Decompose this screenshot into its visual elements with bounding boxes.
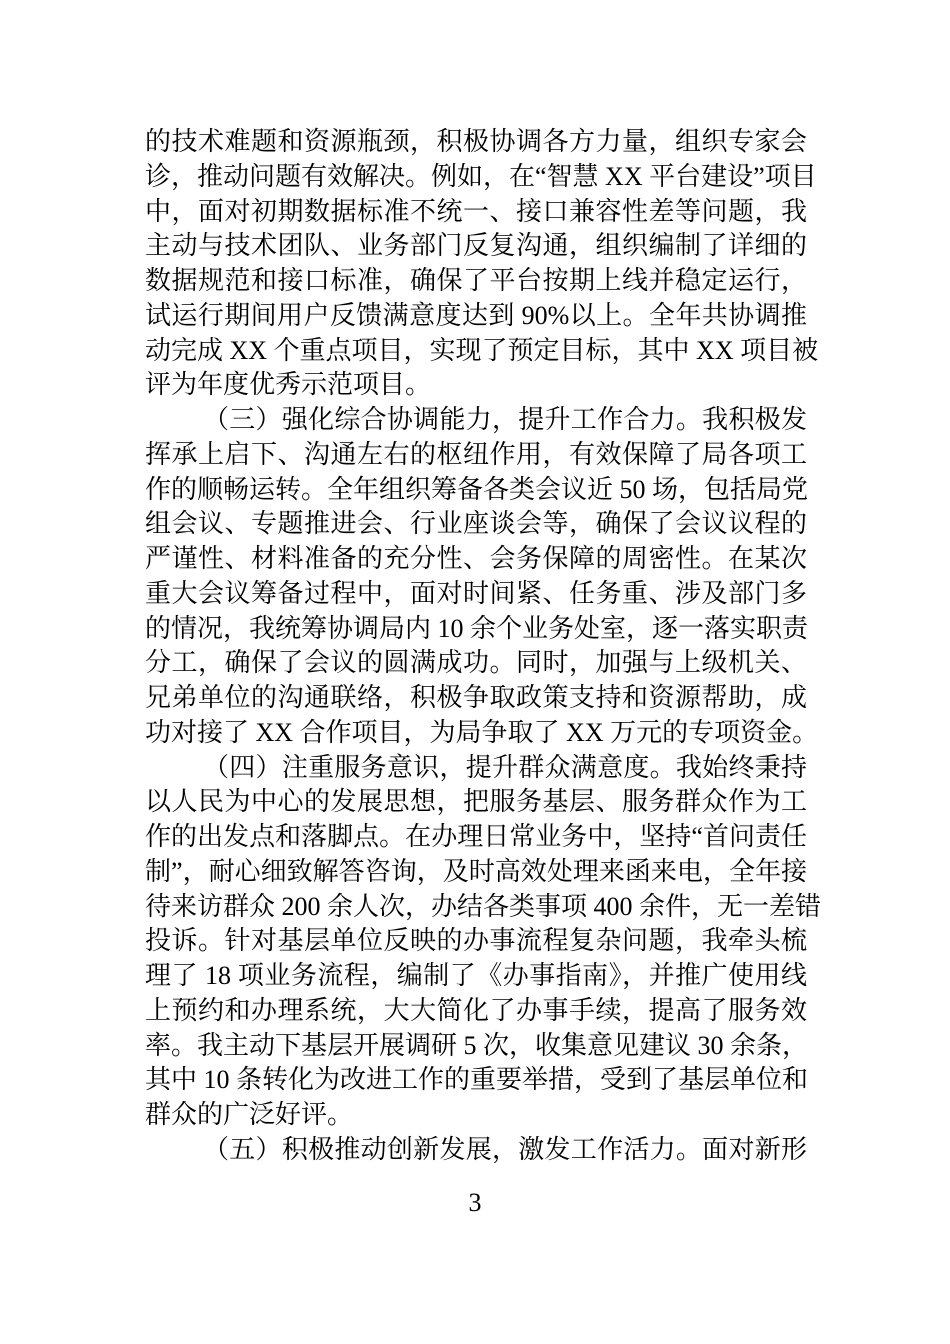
text-line: 其中 10 条转化为改进工作的重要举措，受到了基层单位和 bbox=[145, 1065, 809, 1095]
text-line: 分工，确保了会议的圆满成功。同时，加强与上级机关、 bbox=[145, 648, 807, 678]
text-line: 重大会议筹备过程中，面对时间紧、任务重、涉及部门多 bbox=[145, 578, 807, 608]
text-line: 挥承上启下、沟通左右的枢纽作用，有效保障了局各项工 bbox=[145, 439, 807, 469]
text-line: 严谨性、材料准备的充分性、会务保障的周密性。在某次 bbox=[145, 544, 807, 573]
page-number: 3 bbox=[468, 1188, 482, 1217]
text-line: 评为年度优秀示范项目。 bbox=[145, 370, 432, 400]
paragraph bbox=[145, 751, 822, 1133]
text-line: 中，面对初期数据标准不统一、接口兼容性差等问题，我 bbox=[145, 196, 807, 226]
text-line: 功对接了 XX 合作项目，为局争取了 XX 万元的专项资金。 bbox=[145, 717, 819, 747]
text-line: 兄弟单位的沟通联络，积极争取政策支持和资源帮助，成 bbox=[145, 683, 807, 712]
paragraph bbox=[145, 1133, 807, 1168]
text-line: （五）积极推动创新发展，激发工作活力。面对新形 bbox=[203, 1134, 807, 1164]
paragraph bbox=[145, 403, 819, 751]
paragraph bbox=[145, 125, 819, 403]
text-line: 试运行期间用户反馈满意度达到 90%以上。全年共协调推 bbox=[145, 300, 807, 330]
text-line: 的技术难题和资源瓶颈，积极协调各方力量，组织专家会 bbox=[145, 127, 807, 156]
text-line: 组会议、专题推进会、行业座谈会等，确保了会议议程的 bbox=[145, 509, 807, 539]
text-line: 作的出发点和落脚点。在办理日常业务中，坚持“首问责任 bbox=[145, 822, 807, 851]
text-line: （三）强化综合协调能力，提升工作合力。我积极发 bbox=[203, 405, 807, 434]
document-body bbox=[145, 125, 822, 1168]
text-line: 群众的广泛好评。 bbox=[145, 1100, 354, 1129]
text-line: 率。我主动下基层开展调研 5 次，收集意见建议 30 余条， bbox=[145, 1030, 809, 1060]
text-line: 作的顺畅运转。全年组织筹备各类会议近 50 场，包括局党 bbox=[145, 474, 809, 504]
text-line: 待来访群众 200 余人次，办结各类事项 400 余件，无一差错 bbox=[145, 891, 822, 921]
text-line: 动完成 XX 个重点项目，实现了预定目标，其中 XX 项目被 bbox=[145, 335, 819, 365]
text-line: 数据规范和接口标准，确保了平台按期上线并稳定运行， bbox=[145, 266, 807, 295]
text-line: 主动与技术团队、业务部门反复沟通，组织编制了详细的 bbox=[145, 231, 807, 261]
text-line: 诊，推动问题有效解决。例如，在“智慧 XX 平台建设”项目 bbox=[145, 161, 817, 191]
text-line: 制”，耐心细致解答咨询，及时高效处理来函来电，全年接 bbox=[145, 856, 807, 886]
text-line: 上预约和办理系统，大大简化了办事手续，提高了服务效 bbox=[145, 995, 807, 1025]
text-line: 的情况，我统筹协调局内 10 余个业务处室，逐一落实职责 bbox=[145, 613, 809, 643]
text-line: 投诉。针对基层单位反映的办事流程复杂问题，我牵头梳 bbox=[145, 926, 807, 956]
text-line: （四）注重服务意识，提升群众满意度。我始终秉持 bbox=[203, 752, 807, 782]
text-line: 理了 18 项业务流程，编制了《办事指南》，并推广使用线 bbox=[145, 961, 807, 990]
text-line: 以人民为中心的发展思想，把服务基层、服务群众作为工 bbox=[145, 787, 807, 817]
